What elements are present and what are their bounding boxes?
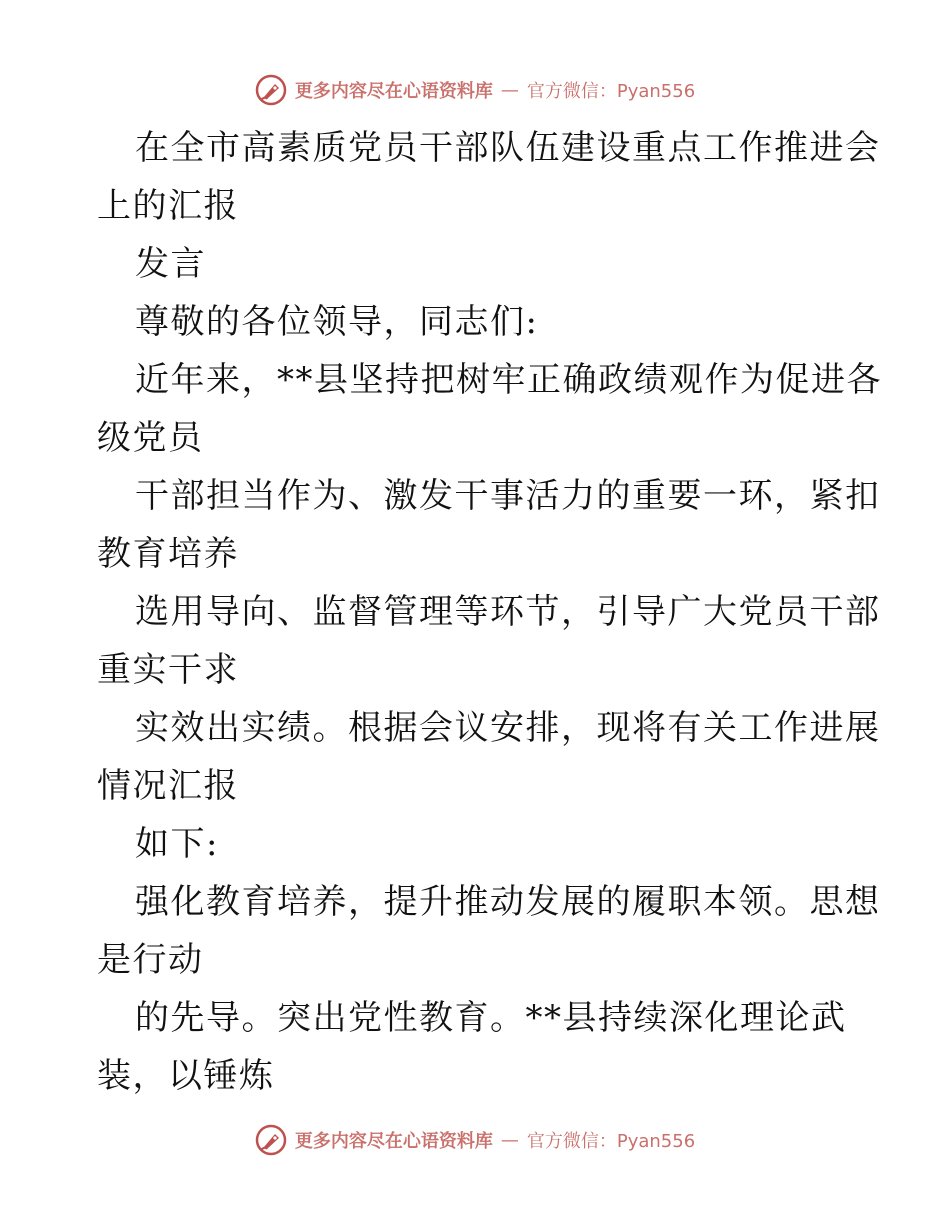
text-line: 级党员 <box>97 418 204 458</box>
header-watermark <box>0 70 950 110</box>
document-body <box>97 119 882 1105</box>
pen-nib-logo-icon <box>255 74 287 106</box>
watermark-separator: — <box>500 79 519 101</box>
text-line: 教育培养 <box>97 534 239 574</box>
watermark-wechat: 官方微信：Pyan556 <box>526 81 696 102</box>
text-line: 近年来，**县坚持把树牢正确政绩观作为促进各 <box>135 360 882 400</box>
text-line: 如下: <box>135 824 219 864</box>
watermark-wechat: 官方微信：Pyan556 <box>526 1131 696 1152</box>
watermark-text: 更多内容尽在心语资料库 <box>294 81 493 102</box>
text-line: 发言 <box>135 244 206 284</box>
text-line: 情况汇报 <box>97 766 239 806</box>
watermark-text: 更多内容尽在心语资料库 <box>294 1131 493 1152</box>
pen-nib-logo-icon <box>255 1124 287 1156</box>
text-line: 强化教育培养，提升推动发展的履职本领。思想 <box>135 882 881 922</box>
footer-watermark <box>0 1120 950 1160</box>
text-line: 选用导向、监督管理等环节，引导广大党员干部 <box>135 592 881 632</box>
watermark-separator: — <box>500 1129 519 1151</box>
text-line: 在全市高素质党员干部队伍建设重点工作推进会 <box>135 128 881 168</box>
text-line: 重实干求 <box>97 650 239 690</box>
text-line: 的先导。突出党性教育。**县持续深化理论武 <box>135 998 847 1038</box>
text-line: 上的汇报 <box>97 186 239 226</box>
text-line: 干部担当作为、激发干事活力的重要一环，紧扣 <box>135 476 881 516</box>
text-line: 装，以锤炼 <box>97 1056 275 1096</box>
text-line: 是行动 <box>97 940 204 980</box>
text-line: 实效出实绩。根据会议安排，现将有关工作进展 <box>135 708 881 748</box>
text-line: 尊敬的各位领导，同志们: <box>135 302 539 342</box>
